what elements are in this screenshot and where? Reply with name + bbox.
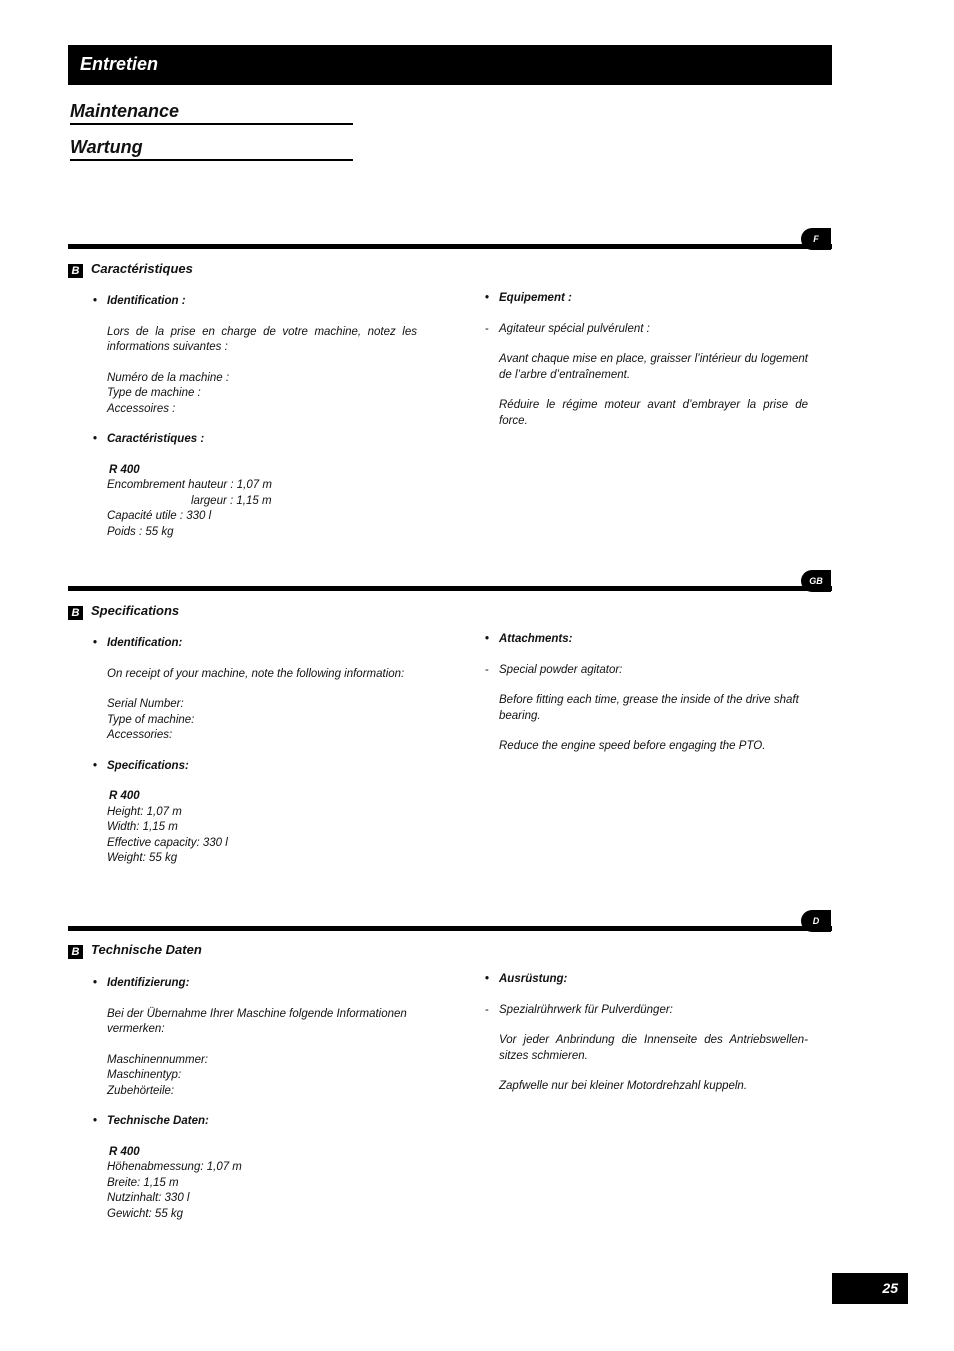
- model-name: R 400: [109, 463, 140, 476]
- spec-line: Gewicht: 55 kg: [107, 1207, 184, 1220]
- language-tab-fr: F: [801, 228, 831, 250]
- right-column-de: [485, 972, 808, 1095]
- spec-line: Capacité utile : 330 l: [107, 510, 212, 522]
- equipment-item: - Special powder agitator:: [485, 663, 808, 679]
- equipment-title: • Equipement :: [485, 291, 808, 307]
- spec-line: Poids : 55 kg: [107, 525, 174, 538]
- subtitle-wartung: Wartung: [70, 136, 353, 161]
- identification-title: • Identification :: [93, 294, 417, 310]
- specifications-title: • Specifications:: [93, 759, 417, 775]
- section-badge: B: [68, 606, 83, 620]
- spec-line: Höhenabmessung: 1,07 m: [107, 1161, 242, 1173]
- section-heading-text: Technische Daten: [91, 942, 202, 957]
- identification-text: Lors de la prise en charge de votre machine, notez les informations suivantes :: [107, 325, 417, 353]
- section-rule-gb: [68, 586, 832, 591]
- identification-text: Bei der Übernahme Ihrer Maschine folgende Informationen vermerken:: [107, 1007, 407, 1035]
- section-badge: B: [68, 945, 83, 959]
- equipment-title: • Attachments:: [485, 632, 808, 648]
- spec-line: Effective capacity: 330 l: [107, 836, 228, 849]
- left-column-gb: [93, 636, 417, 867]
- spec-line: Height: 1,07 m: [107, 805, 182, 818]
- section-heading-gb: [68, 603, 179, 620]
- field-line: Type of machine:: [107, 713, 195, 726]
- equipment-text: Réduire le régime moteur avant d’embrayer la prise de force.: [499, 399, 808, 427]
- identification-title: • Identifizierung:: [93, 976, 417, 992]
- equipment-text: Zapfwelle nur bei kleiner Motordrehzahl kuppeln.: [499, 1080, 748, 1092]
- spec-line: Encombrement hauteur : 1,07 m: [107, 479, 272, 491]
- field-line: Numéro de la machine :: [107, 371, 230, 384]
- right-column-fr: [485, 291, 808, 429]
- equipment-text: Avant chaque mise en place, graisser l’intérieur du logement de l’arbre d’entraînement.: [499, 353, 808, 381]
- left-column-de: [93, 976, 417, 1222]
- model-name: R 400: [109, 1145, 140, 1158]
- equipment-text: Before fitting each time, grease the inside of the drive shaft bearing.: [499, 694, 799, 722]
- section-heading-fr: [68, 261, 193, 278]
- page-title: Entretien: [80, 54, 159, 74]
- spec-line: Weight: 55 kg: [107, 852, 178, 864]
- field-line: Type de machine :: [107, 387, 201, 399]
- left-column-fr: [93, 294, 417, 540]
- equipment-item: - Agitateur spécial pulvérulent :: [485, 322, 808, 338]
- spec-line: Breite: 1,15 m: [107, 1176, 179, 1189]
- specifications-title: • Caractéristiques :: [93, 432, 417, 448]
- identification-text: On receipt of your machine, note the following information:: [107, 667, 405, 680]
- equipment-text: Reduce the engine speed before engaging the PTO.: [499, 740, 766, 752]
- title-banner: [68, 45, 832, 85]
- equipment-title: • Ausrüstung:: [485, 972, 808, 988]
- equipment-item: - Spezialrührwerk für Pulverdünger:: [485, 1003, 808, 1019]
- spec-line: largeur : 1,15 m: [191, 494, 272, 507]
- identification-title: • Identification:: [93, 636, 417, 652]
- language-tab-gb: GB: [801, 570, 831, 592]
- field-line: Accessoires :: [107, 402, 176, 415]
- field-line: Maschinentyp:: [107, 1069, 182, 1081]
- subtitle-maintenance: Maintenance: [70, 100, 353, 125]
- section-rule-de: [68, 926, 832, 931]
- field-line: Maschinennummer:: [107, 1053, 208, 1066]
- section-heading-text: Caractéristiques: [91, 261, 193, 276]
- section-badge: B: [68, 264, 83, 278]
- language-tab-de: D: [801, 910, 831, 932]
- spec-line: Width: 1,15 m: [107, 821, 178, 833]
- section-heading-text: Specifications: [91, 603, 180, 618]
- model-name: R 400: [109, 790, 140, 802]
- field-line: Zubehörteile:: [107, 1084, 175, 1097]
- page-number: 25: [832, 1273, 908, 1304]
- equipment-text: Vor jeder Anbrindung die Innenseite des Antriebswellen-sitzes schmieren.: [499, 1034, 808, 1062]
- spec-line: Nutzinhalt: 330 l: [107, 1192, 190, 1204]
- field-line: Serial Number:: [107, 698, 184, 710]
- field-line: Accessories:: [107, 729, 173, 741]
- section-heading-de: [68, 942, 202, 959]
- specifications-title: • Technische Daten:: [93, 1114, 417, 1130]
- section-rule-fr: [68, 244, 832, 249]
- right-column-gb: [485, 632, 808, 755]
